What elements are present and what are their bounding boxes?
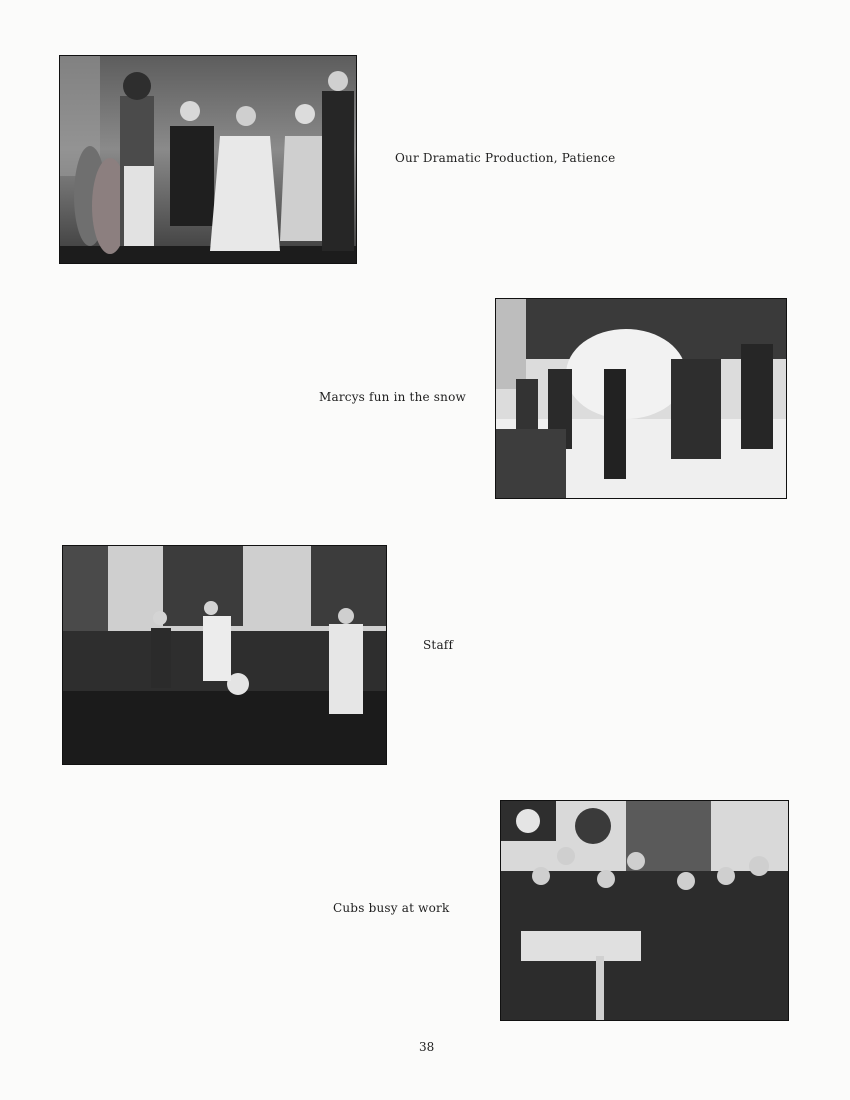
- photo-staff: [62, 545, 387, 765]
- caption-staff: Staff: [423, 638, 454, 652]
- caption-snow-fun: Marcys fun in the snow: [319, 390, 466, 404]
- photo-cubs: [500, 800, 789, 1021]
- photo-dramatic-production: [59, 55, 357, 264]
- caption-dramatic-production: Our Dramatic Production, Patience: [395, 151, 616, 165]
- page-number: 38: [419, 1040, 435, 1054]
- caption-cubs: Cubs busy at work: [333, 901, 450, 915]
- photo-snow-fun: [495, 298, 787, 499]
